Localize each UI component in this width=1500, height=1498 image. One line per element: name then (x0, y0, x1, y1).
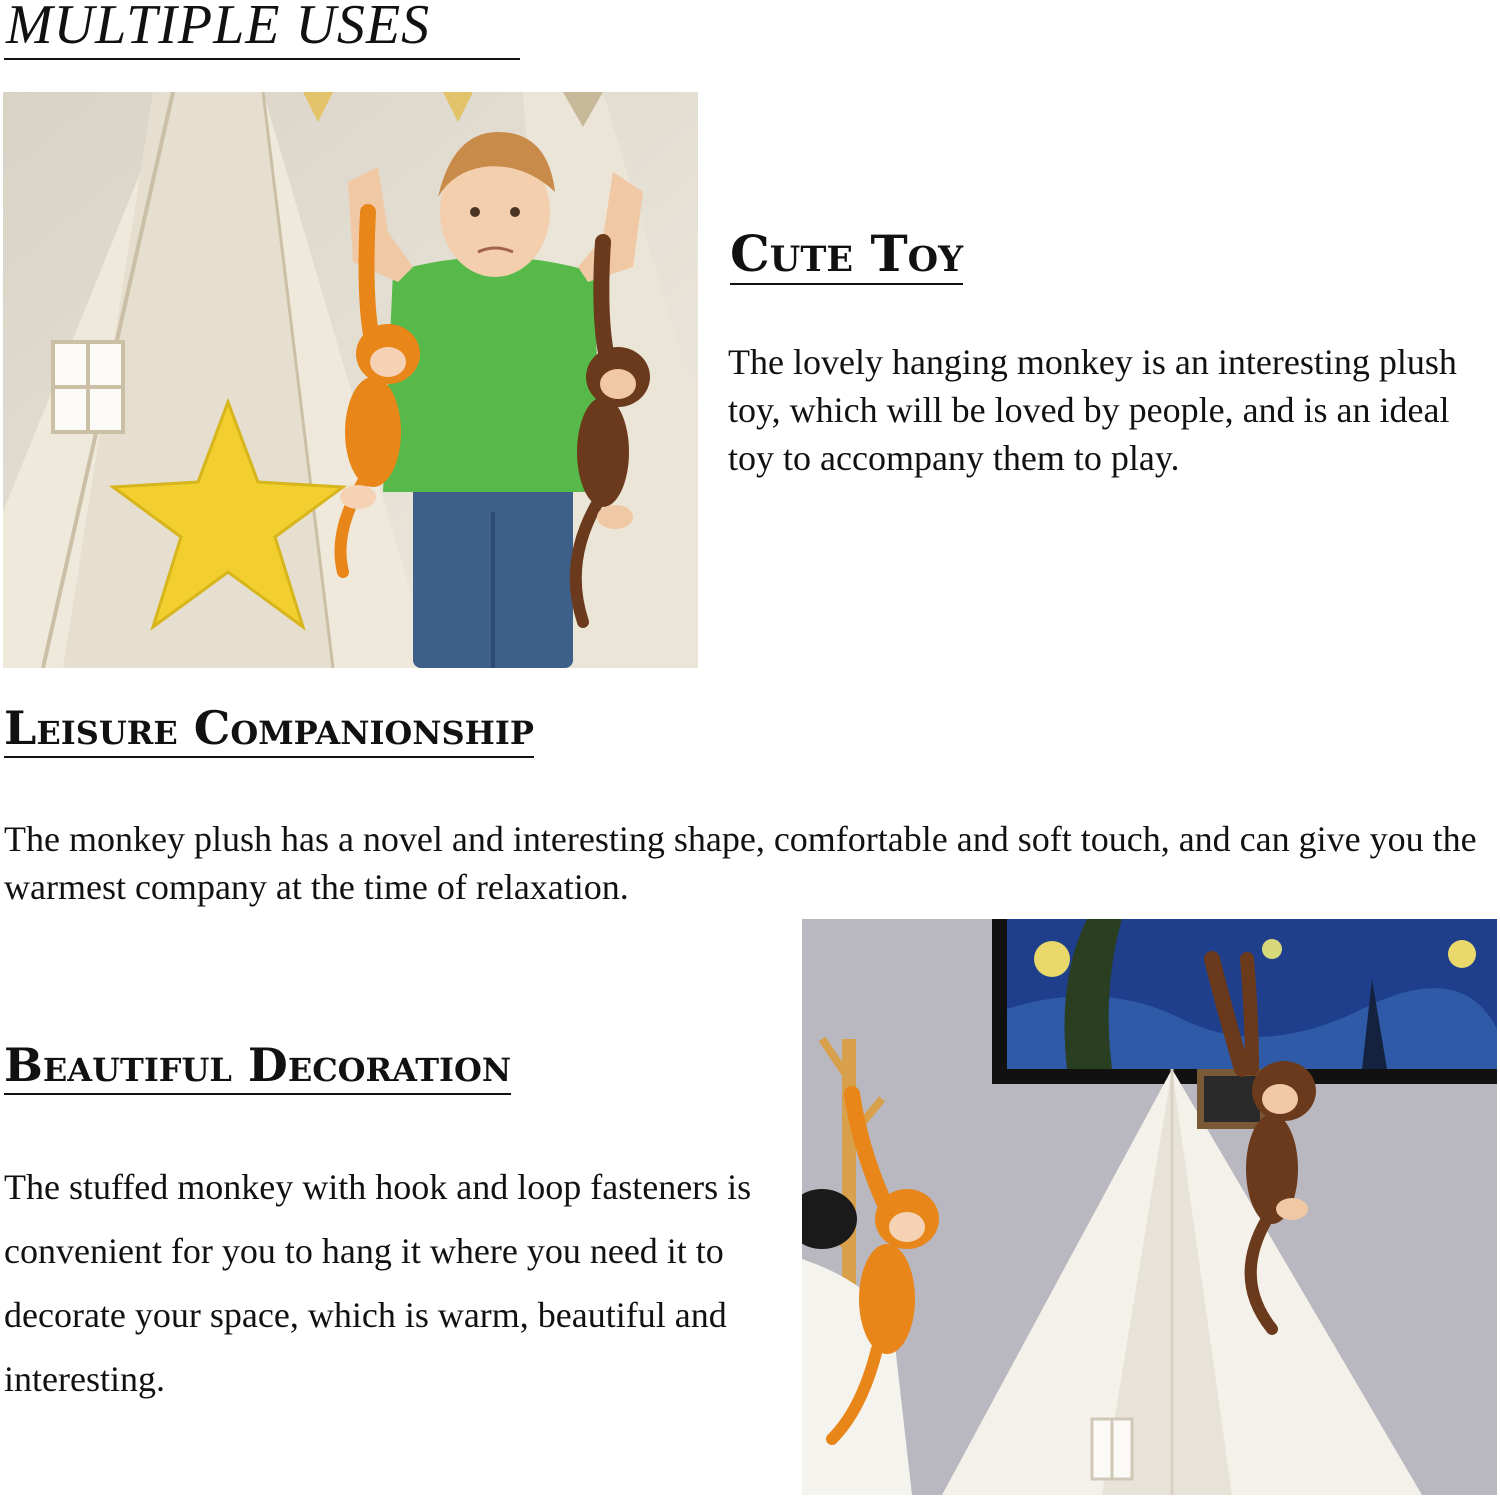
cute-toy-heading: Cute Toy (730, 224, 964, 283)
leisure-heading: Leisure Companionship (4, 703, 534, 758)
page-title: MULTIPLE USES (6, 0, 431, 56)
leisure-text: The monkey plush has a novel and interesting shape, comfortable and soft touch, and can give you the warmest company at the time of relaxation. (4, 819, 1477, 907)
decoration-text: The stuffed monkey with hook and loop fasteners is convenient for you to hang it where you need it to decorate your space, which is warm, beautiful and interesting. (4, 1167, 752, 1399)
decoration-heading: Beautiful Decoration (4, 1040, 511, 1095)
child-with-monkeys-photo (3, 92, 698, 668)
title-underline (4, 58, 520, 60)
tent-decoration-photo (802, 919, 1497, 1495)
cute-toy-text: The lovely hanging monkey is an interesting plush toy, which will be loved by people, and is an ideal toy to accompany them to play. (728, 342, 1457, 478)
